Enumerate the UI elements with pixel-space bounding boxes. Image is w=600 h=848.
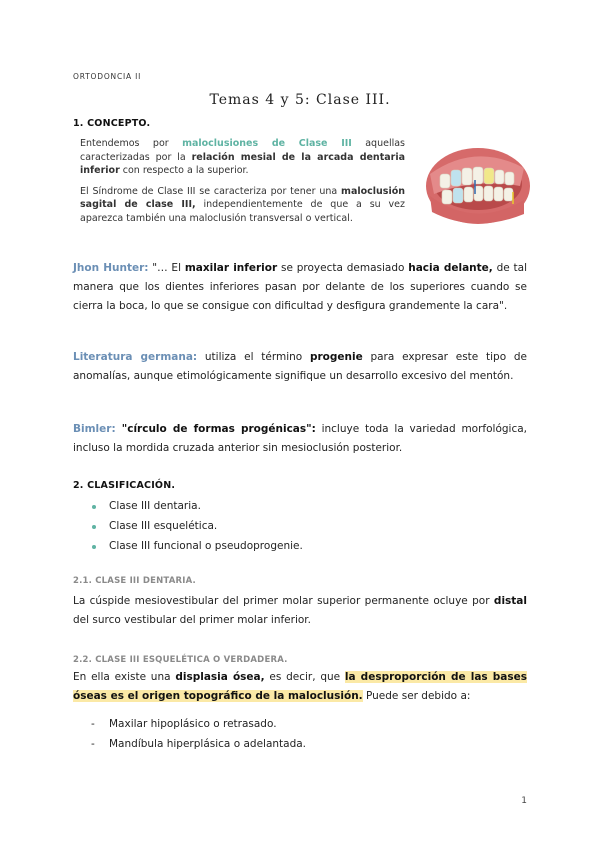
clase-iii-dentaria-paragraph: La cúspide mesiovestibular del primer molar superior permanente ocluye por distal del surco vestibular del primer molar inferior. xyxy=(73,595,527,626)
page-title: Temas 4 y 5: Clase III. xyxy=(209,92,391,108)
clase-iii-esqueletica-paragraph: En ella existe una displasia ósea, es decir, que la desproporción de las bases óseas es el origen topográfico de la maloclusión. Puede ser debido a: xyxy=(73,671,527,702)
concept-paragraph-1: Entendemos por maloclusiones de Clase III aquellas caracterizadas por la relación mesial de la arcada dentaria inferior con respecto a la superior. xyxy=(80,138,405,176)
list-item: Clase III funcional o pseudoprogenie. xyxy=(73,536,527,556)
section-heading-clase-iii-dentaria: 2.1. CLASE III DENTARIA. xyxy=(73,576,196,586)
jhon-hunter-paragraph: Jhon Hunter: "… El maxilar inferior se proyecta demasiado hacia delante, de tal manera que los dientes inferiores pasan por delante de los superiores cuando se cierra la boca, lo que se consigue con dificultad y desfigura grandemente la cara". xyxy=(73,262,527,312)
course-header: ORTODONCIA II xyxy=(73,72,142,81)
esqueletica-causes-list xyxy=(73,714,527,754)
highlighted-text: la desproporción de las bases óseas es el origen topográfico de la maloclusión. xyxy=(73,671,527,702)
list-item: Clase III dentaria. xyxy=(73,496,527,516)
list-item: - Maxilar hipoplásico o retrasado. xyxy=(73,714,527,734)
teeth-illustration-icon xyxy=(420,134,530,234)
list-item: - Mandíbula hiperplásica o adelantada. xyxy=(73,734,527,754)
section-heading-concepto: 1. CONCEPTO. xyxy=(73,118,151,129)
term-maloclusiones: maloclusiones de Clase III xyxy=(182,138,352,149)
section-heading-clase-iii-esqueletica: 2.2. CLASE III ESQUELÉTICA O VERDADERA. xyxy=(73,655,288,665)
bimler-paragraph: Bimler: "círculo de formas progénicas": incluye toda la variedad morfológica, incluso la mordida cruzada anterior sin mesioclusión posterior. xyxy=(73,423,527,454)
classification-list xyxy=(73,496,527,556)
page-number: 1 xyxy=(521,796,527,806)
literatura-germana-paragraph: Literatura germana: utiliza el término progenie para expresar este tipo de anomalías, aunque etimológicamente signifique un desarrollo excesivo del mentón. xyxy=(73,351,528,382)
concept-paragraph-2: El Síndrome de Clase III se caracteriza por tener una maloclusión sagital de clase III, independientemente de que a su vez aparezca también una maloclusión transversal o vertical. xyxy=(80,185,405,224)
list-item: Clase III esquelética. xyxy=(73,516,527,536)
section-heading-clasificacion: 2. CLASIFICACIÓN. xyxy=(73,480,176,491)
concept-box xyxy=(80,137,405,232)
